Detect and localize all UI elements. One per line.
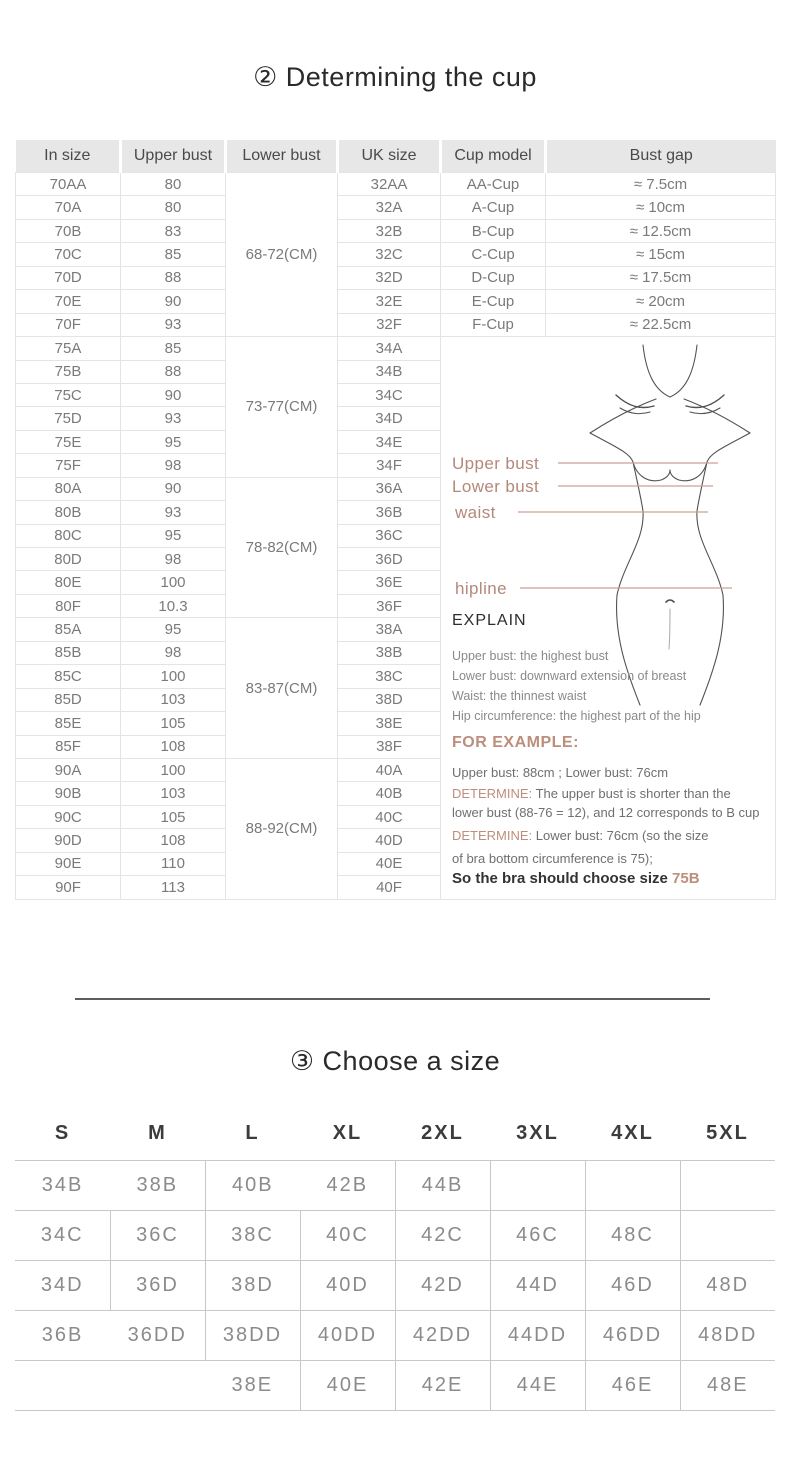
bust-gap-cell: ≈ 20cm xyxy=(546,290,776,313)
in-size-cell: 80A xyxy=(16,477,121,500)
bust-gap-cell: ≈ 12.5cm xyxy=(546,219,776,242)
explain-line: Hip circumference: the highest part of the hip xyxy=(452,709,701,723)
in-size-cell: 90A xyxy=(16,758,121,781)
uk-size-cell: 36E xyxy=(338,571,441,594)
cup-model-cell: AA-Cup xyxy=(441,173,546,196)
size-cell: 40D xyxy=(300,1261,395,1311)
cup-model-cell: E-Cup xyxy=(441,290,546,313)
uk-size-cell: 40D xyxy=(338,829,441,852)
example-determine-1 xyxy=(452,786,731,801)
upper-bust-cell: 108 xyxy=(121,829,226,852)
upper-bust-cell: 113 xyxy=(121,876,226,899)
size-cell: 42E xyxy=(395,1361,490,1411)
size-cell: 34D xyxy=(15,1261,110,1311)
empty-size-cell xyxy=(15,1361,110,1411)
upper-bust-cell: 85 xyxy=(121,337,226,360)
in-size-cell: 75E xyxy=(16,430,121,453)
in-size-cell: 85D xyxy=(16,688,121,711)
uk-size-cell: 38B xyxy=(338,641,441,664)
in-size-cell: 75F xyxy=(16,454,121,477)
upper-bust-cell: 98 xyxy=(121,454,226,477)
uk-size-cell: 36B xyxy=(338,501,441,524)
uk-size-cell: 38A xyxy=(338,618,441,641)
explain-text xyxy=(452,646,701,726)
uk-size-cell: 38D xyxy=(338,688,441,711)
cup-table-row xyxy=(16,266,776,289)
cup-table-row xyxy=(16,173,776,196)
bust-gap-cell: ≈ 10cm xyxy=(546,196,776,219)
cup-table-head xyxy=(16,140,776,173)
empty-size-cell xyxy=(110,1361,205,1411)
cup-table-row xyxy=(16,219,776,242)
cup-table-header: In size xyxy=(16,140,121,173)
hipline-label: hipline xyxy=(455,579,507,598)
empty-size-cell xyxy=(680,1161,775,1211)
example-measurements: Upper bust: 88cm ; Lower bust: 76cm xyxy=(452,765,669,780)
upper-bust-cell: 88 xyxy=(121,266,226,289)
upper-bust-cell: 98 xyxy=(121,548,226,571)
waist-label: waist xyxy=(455,503,496,522)
size-cell: 44DD xyxy=(490,1311,585,1361)
upper-bust-cell: 90 xyxy=(121,477,226,500)
cup-table-header: Lower bust xyxy=(226,140,338,173)
upper-bust-cell: 80 xyxy=(121,196,226,219)
size-cell: 38D xyxy=(205,1261,300,1311)
in-size-cell: 85F xyxy=(16,735,121,758)
in-size-cell: 75D xyxy=(16,407,121,430)
example-conclusion xyxy=(452,870,700,887)
uk-size-cell: 32D xyxy=(338,266,441,289)
determine-label: DETERMINE: xyxy=(452,828,536,843)
size-cell: 40DD xyxy=(300,1311,395,1361)
size-cell: 38C xyxy=(205,1211,300,1261)
upper-bust-cell: 105 xyxy=(121,712,226,735)
size-column-header: M xyxy=(110,1106,205,1161)
size-cell: 46DD xyxy=(585,1311,680,1361)
in-size-cell: 85C xyxy=(16,665,121,688)
size-cell: 44E xyxy=(490,1361,585,1411)
upper-bust-cell: 93 xyxy=(121,407,226,430)
upper-bust-cell: 10.3 xyxy=(121,594,226,617)
uk-size-cell: 34B xyxy=(338,360,441,383)
upper-bust-cell: 100 xyxy=(121,571,226,594)
size-cell: 48C xyxy=(585,1211,680,1261)
cup-model-cell: A-Cup xyxy=(441,196,546,219)
uk-size-cell: 34F xyxy=(338,454,441,477)
size-cell: 36C xyxy=(110,1211,205,1261)
size-cell: 42B xyxy=(300,1161,395,1211)
size-cell: 42D xyxy=(395,1261,490,1311)
size-cell: 48E xyxy=(680,1361,775,1411)
upper-bust-cell: 93 xyxy=(121,313,226,336)
determine-1-text: The upper bust is shorter than the xyxy=(535,786,731,801)
in-size-cell: 90E xyxy=(16,852,121,875)
example-determine-1-cont: lower bust (88-76 = 12), and 12 corresponds to B cup xyxy=(452,805,760,820)
explain-line: Waist: the thinnest waist xyxy=(452,689,587,703)
upper-bust-cell: 93 xyxy=(121,501,226,524)
uk-size-cell: 36A xyxy=(338,477,441,500)
size-cell: 38DD xyxy=(205,1311,300,1361)
bust-gap-cell: ≈ 7.5cm xyxy=(546,173,776,196)
conclusion-text: So the bra should choose size xyxy=(452,870,673,887)
in-size-cell: 80C xyxy=(16,524,121,547)
size-column-header: XL xyxy=(300,1106,395,1161)
size-cell: 40E xyxy=(300,1361,395,1411)
recommended-size: 75B xyxy=(672,870,700,887)
upper-bust-cell: 80 xyxy=(121,173,226,196)
empty-size-cell xyxy=(490,1161,585,1211)
size-column-header: S xyxy=(15,1106,110,1161)
explain-line: Lower bust: downward extension of breast xyxy=(452,669,687,683)
upper-bust-cell: 100 xyxy=(121,758,226,781)
uk-size-cell: 34C xyxy=(338,383,441,406)
uk-size-cell: 34A xyxy=(338,337,441,360)
uk-size-cell: 40E xyxy=(338,852,441,875)
lower-bust-label: Lower bust xyxy=(452,477,540,496)
cup-table-header: Bust gap xyxy=(546,140,776,173)
in-size-cell: 90B xyxy=(16,782,121,805)
uk-size-cell: 40F xyxy=(338,876,441,899)
in-size-cell: 70E xyxy=(16,290,121,313)
in-size-cell: 70A xyxy=(16,196,121,219)
cup-model-cell: F-Cup xyxy=(441,313,546,336)
size-cell: 48DD xyxy=(680,1311,775,1361)
upper-bust-cell: 105 xyxy=(121,805,226,828)
uk-size-cell: 32C xyxy=(338,243,441,266)
size-cell: 42C xyxy=(395,1211,490,1261)
upper-bust-cell: 95 xyxy=(121,430,226,453)
size-cell: 38E xyxy=(205,1361,300,1411)
in-size-cell: 70AA xyxy=(16,173,121,196)
cup-table-row xyxy=(16,243,776,266)
size-cell: 36DD xyxy=(110,1311,205,1361)
section-title-choose-size: ③ Choose a size xyxy=(289,1046,501,1076)
lower-bust-range-cell: 78-82(CM) xyxy=(226,477,338,618)
uk-size-cell: 32A xyxy=(338,196,441,219)
determine-label: DETERMINE: xyxy=(452,786,536,801)
determine-2-text: Lower bust: 76cm (so the size xyxy=(535,828,709,843)
uk-size-cell: 38F xyxy=(338,735,441,758)
uk-size-cell: 32B xyxy=(338,219,441,242)
in-size-cell: 70B xyxy=(16,219,121,242)
measurement-lines xyxy=(518,463,732,588)
lower-bust-range-cell: 73-77(CM) xyxy=(226,337,338,478)
bust-gap-cell: ≈ 22.5cm xyxy=(546,313,776,336)
upper-bust-cell: 83 xyxy=(121,219,226,242)
cup-model-cell: D-Cup xyxy=(441,266,546,289)
upper-bust-cell: 103 xyxy=(121,688,226,711)
in-size-cell: 80F xyxy=(16,594,121,617)
in-size-cell: 75A xyxy=(16,337,121,360)
upper-bust-cell: 85 xyxy=(121,243,226,266)
size-table-row xyxy=(15,1361,775,1411)
cup-model-cell: C-Cup xyxy=(441,243,546,266)
bust-gap-cell: ≈ 15cm xyxy=(546,243,776,266)
in-size-cell: 90D xyxy=(16,829,121,852)
size-cell: 46C xyxy=(490,1211,585,1261)
uk-size-cell: 40C xyxy=(338,805,441,828)
uk-size-cell: 36D xyxy=(338,548,441,571)
size-cell: 36B xyxy=(15,1311,110,1361)
size-cell: 44B xyxy=(395,1161,490,1211)
uk-size-cell: 40A xyxy=(338,758,441,781)
uk-size-cell: 38C xyxy=(338,665,441,688)
size-column-header: 3XL xyxy=(490,1106,585,1161)
in-size-cell: 70C xyxy=(16,243,121,266)
in-size-cell: 75C xyxy=(16,383,121,406)
size-cell: 46D xyxy=(585,1261,680,1311)
upper-bust-cell: 103 xyxy=(121,782,226,805)
empty-size-cell xyxy=(680,1211,775,1261)
size-cell: 44D xyxy=(490,1261,585,1311)
size-table-row xyxy=(15,1161,775,1211)
upper-bust-cell: 88 xyxy=(121,360,226,383)
size-column-header: L xyxy=(205,1106,300,1161)
size-table-head xyxy=(15,1106,775,1161)
size-column-header: 4XL xyxy=(585,1106,680,1161)
in-size-cell: 70F xyxy=(16,313,121,336)
uk-size-cell: 32E xyxy=(338,290,441,313)
upper-bust-cell: 95 xyxy=(121,618,226,641)
lower-bust-range-cell: 88-92(CM) xyxy=(226,758,338,899)
uk-size-cell: 40B xyxy=(338,782,441,805)
uk-size-cell: 36F xyxy=(338,594,441,617)
measurement-figure-panel xyxy=(440,337,774,898)
in-size-cell: 85B xyxy=(16,641,121,664)
in-size-cell: 90F xyxy=(16,876,121,899)
in-size-cell: 90C xyxy=(16,805,121,828)
upper-bust-cell: 98 xyxy=(121,641,226,664)
in-size-cell: 80B xyxy=(16,501,121,524)
uk-size-cell: 36C xyxy=(338,524,441,547)
upper-bust-label: Upper bust xyxy=(452,454,540,473)
upper-bust-cell: 108 xyxy=(121,735,226,758)
size-cell: 46E xyxy=(585,1361,680,1411)
cup-table-header: Cup model xyxy=(441,140,546,173)
size-cell: 34C xyxy=(15,1211,110,1261)
in-size-cell: 85A xyxy=(16,618,121,641)
bust-gap-cell: ≈ 17.5cm xyxy=(546,266,776,289)
upper-bust-cell: 90 xyxy=(121,290,226,313)
section-divider xyxy=(75,998,710,1000)
size-column-header: 5XL xyxy=(680,1106,775,1161)
uk-size-cell: 38E xyxy=(338,712,441,735)
upper-bust-cell: 95 xyxy=(121,524,226,547)
choose-size-table xyxy=(15,1106,775,1411)
example-determine-2 xyxy=(452,828,709,843)
uk-size-cell: 34E xyxy=(338,430,441,453)
cup-table-header: UK size xyxy=(338,140,441,173)
cup-table-row xyxy=(16,313,776,336)
size-cell: 42DD xyxy=(395,1311,490,1361)
size-table-body xyxy=(15,1161,775,1411)
size-table-row xyxy=(15,1211,775,1261)
upper-bust-cell: 90 xyxy=(121,383,226,406)
in-size-cell: 80D xyxy=(16,548,121,571)
size-cell: 36D xyxy=(110,1261,205,1311)
in-size-cell: 75B xyxy=(16,360,121,383)
in-size-cell: 70D xyxy=(16,266,121,289)
in-size-cell: 85E xyxy=(16,712,121,735)
size-cell: 34B xyxy=(15,1161,110,1211)
size-table-row xyxy=(15,1311,775,1361)
cup-table-row xyxy=(16,196,776,219)
cup-model-cell: B-Cup xyxy=(441,219,546,242)
cup-table-header: Upper bust xyxy=(121,140,226,173)
size-cell: 48D xyxy=(680,1261,775,1311)
explain-heading: EXPLAIN xyxy=(452,612,527,629)
upper-bust-cell: 110 xyxy=(121,852,226,875)
example-determine-2-cont: of bra bottom circumference is 75); xyxy=(452,851,653,866)
uk-size-cell: 32AA xyxy=(338,173,441,196)
uk-size-cell: 32F xyxy=(338,313,441,336)
empty-size-cell xyxy=(585,1161,680,1211)
uk-size-cell: 34D xyxy=(338,407,441,430)
explain-line: Upper bust: the highest bust xyxy=(452,649,609,663)
size-table-row xyxy=(15,1261,775,1311)
size-cell: 38B xyxy=(110,1161,205,1211)
in-size-cell: 80E xyxy=(16,571,121,594)
cup-table-row xyxy=(16,290,776,313)
for-example-heading: FOR EXAMPLE: xyxy=(452,734,579,751)
size-cell: 40B xyxy=(205,1161,300,1211)
size-cell: 40C xyxy=(300,1211,395,1261)
section-title-determining-cup: ② Determining the cup xyxy=(253,62,537,92)
size-column-header: 2XL xyxy=(395,1106,490,1161)
lower-bust-range-cell: 68-72(CM) xyxy=(226,173,338,337)
upper-bust-cell: 100 xyxy=(121,665,226,688)
lower-bust-range-cell: 83-87(CM) xyxy=(226,618,338,759)
